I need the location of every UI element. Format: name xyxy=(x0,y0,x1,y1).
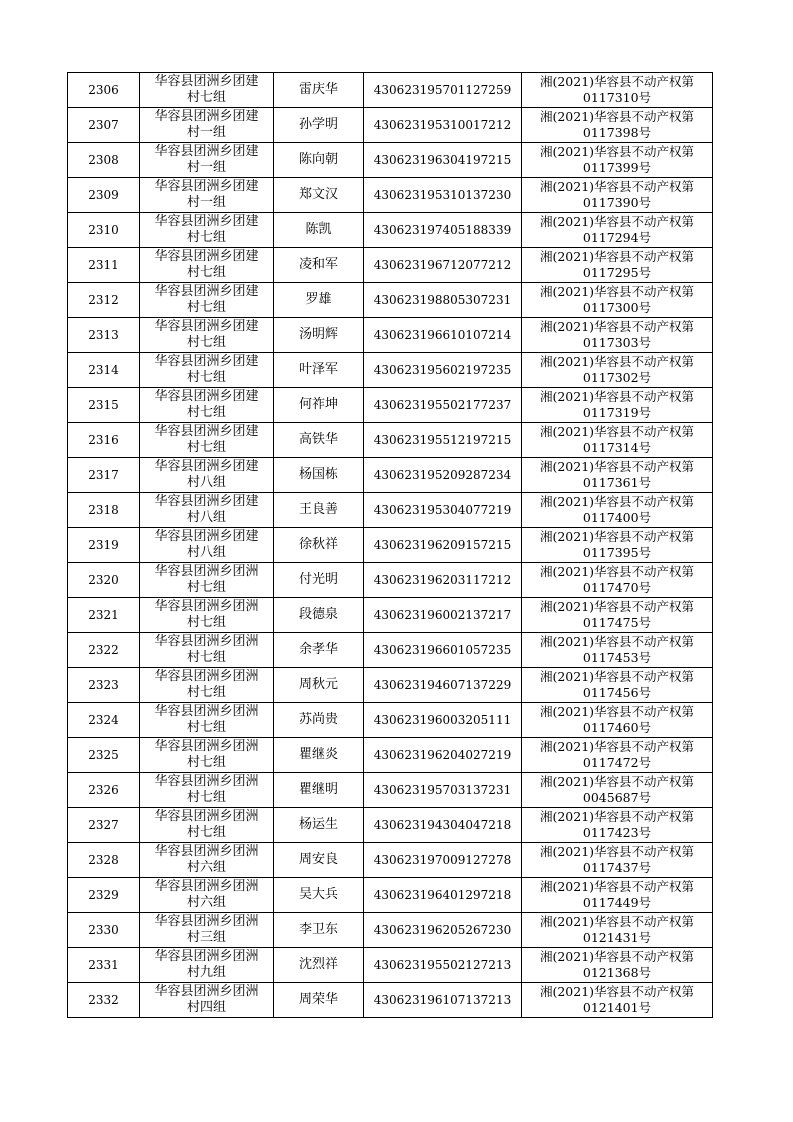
certificate-line: 湘(2021)华容县不动产权第 xyxy=(539,669,695,684)
owner-name-cell: 陈向朝 xyxy=(274,143,364,178)
certificate-cell xyxy=(522,913,713,948)
certificate-cell xyxy=(522,178,713,213)
address-line: 华容县团洲乡团建 xyxy=(154,144,259,159)
address-line: 村九组 xyxy=(186,965,226,980)
certificate-line: 0117294号 xyxy=(582,230,652,245)
owner-name-cell: 瞿继炎 xyxy=(274,738,364,773)
certificate-line: 湘(2021)华容县不动产权第 xyxy=(539,774,695,789)
address-cell xyxy=(140,913,274,948)
address-cell xyxy=(140,668,274,703)
row-number-cell: 2324 xyxy=(68,703,140,738)
certificate-line: 0117437号 xyxy=(582,860,652,875)
row-number-cell: 2315 xyxy=(68,388,140,423)
address-line: 华容县团洲乡团洲 xyxy=(154,774,259,789)
address-cell xyxy=(140,213,274,248)
owner-name-cell: 汤明辉 xyxy=(274,318,364,353)
table-row xyxy=(68,213,713,248)
certificate-cell xyxy=(522,633,713,668)
row-number-cell: 2326 xyxy=(68,773,140,808)
address-line: 村七组 xyxy=(186,90,226,105)
owner-name-cell: 何祚坤 xyxy=(274,388,364,423)
address-line: 村七组 xyxy=(186,230,226,245)
owner-name-cell: 付光明 xyxy=(274,563,364,598)
certificate-cell xyxy=(522,668,713,703)
address-line: 村七组 xyxy=(186,650,226,665)
id-number-cell: 430623196107137213 xyxy=(364,983,522,1018)
table-row xyxy=(68,493,713,528)
certificate-line: 0117303号 xyxy=(582,335,652,350)
address-cell xyxy=(140,878,274,913)
certificate-line: 0117470号 xyxy=(582,580,652,595)
owner-name-cell: 王良善 xyxy=(274,493,364,528)
table-row xyxy=(68,283,713,318)
certificate-line: 0117398号 xyxy=(582,125,652,140)
row-number-cell: 2312 xyxy=(68,283,140,318)
address-line: 华容县团洲乡团建 xyxy=(154,354,259,369)
id-number-cell: 430623195701127259 xyxy=(364,73,522,108)
address-line: 村七组 xyxy=(186,825,226,840)
row-number-cell: 2320 xyxy=(68,563,140,598)
certificate-cell xyxy=(522,423,713,458)
address-line: 华容县团洲乡团建 xyxy=(154,179,259,194)
certificate-line: 湘(2021)华容县不动产权第 xyxy=(539,739,695,754)
address-line: 村七组 xyxy=(186,300,226,315)
certificate-line: 0121401号 xyxy=(582,1000,652,1015)
owner-name-cell: 李卫东 xyxy=(274,913,364,948)
address-line: 村七组 xyxy=(186,720,226,735)
address-line: 村七组 xyxy=(186,615,226,630)
row-number-cell: 2330 xyxy=(68,913,140,948)
table-body xyxy=(68,73,713,1018)
certificate-line: 湘(2021)华容县不动产权第 xyxy=(539,704,695,719)
address-cell xyxy=(140,493,274,528)
certificate-line: 0117472号 xyxy=(582,755,652,770)
owner-name-cell: 雷庆华 xyxy=(274,73,364,108)
certificate-line: 湘(2021)华容县不动产权第 xyxy=(539,634,695,649)
address-line: 村七组 xyxy=(186,440,226,455)
certificate-line: 湘(2021)华容县不动产权第 xyxy=(539,459,695,474)
certificate-line: 0117460号 xyxy=(582,720,652,735)
address-line: 华容县团洲乡团建 xyxy=(154,494,259,509)
certificate-line: 湘(2021)华容县不动产权第 xyxy=(539,949,695,964)
address-line: 华容县团洲乡团建 xyxy=(154,424,259,439)
certificate-line: 0117449号 xyxy=(582,895,652,910)
address-line: 华容县团洲乡团洲 xyxy=(154,809,259,824)
row-number-cell: 2316 xyxy=(68,423,140,458)
certificate-cell xyxy=(522,773,713,808)
table-row xyxy=(68,528,713,563)
row-number-cell: 2310 xyxy=(68,213,140,248)
address-cell xyxy=(140,73,274,108)
certificate-line: 0117319号 xyxy=(582,405,652,420)
certificate-line: 湘(2021)华容县不动产权第 xyxy=(539,599,695,614)
certificate-line: 湘(2021)华容县不动产权第 xyxy=(539,319,695,334)
address-line: 华容县团洲乡团洲 xyxy=(154,599,259,614)
address-cell xyxy=(140,983,274,1018)
address-cell xyxy=(140,563,274,598)
certificate-line: 0045687号 xyxy=(582,790,652,805)
certificate-line: 湘(2021)华容县不动产权第 xyxy=(539,529,695,544)
certificate-line: 0117300号 xyxy=(582,300,652,315)
certificate-cell xyxy=(522,283,713,318)
address-line: 华容县团洲乡团洲 xyxy=(154,984,259,999)
id-number-cell: 430623196204027219 xyxy=(364,738,522,773)
address-line: 村一组 xyxy=(186,195,226,210)
row-number-cell: 2325 xyxy=(68,738,140,773)
address-cell xyxy=(140,248,274,283)
row-number-cell: 2321 xyxy=(68,598,140,633)
address-line: 村八组 xyxy=(186,545,226,560)
address-line: 村七组 xyxy=(186,265,226,280)
address-line: 村六组 xyxy=(186,895,226,910)
address-line: 华容县团洲乡团建 xyxy=(154,319,259,334)
address-cell xyxy=(140,808,274,843)
certificate-line: 湘(2021)华容县不动产权第 xyxy=(539,214,695,229)
certificate-cell xyxy=(522,318,713,353)
certificate-cell xyxy=(522,878,713,913)
certificate-line: 0121368号 xyxy=(582,965,652,980)
address-line: 华容县团洲乡团建 xyxy=(154,529,259,544)
certificate-line: 湘(2021)华容县不动产权第 xyxy=(539,984,695,999)
certificate-line: 湘(2021)华容县不动产权第 xyxy=(539,564,695,579)
certificate-cell xyxy=(522,948,713,983)
address-cell xyxy=(140,773,274,808)
id-number-cell: 430623196601057235 xyxy=(364,633,522,668)
address-line: 村四组 xyxy=(186,1000,226,1015)
certificate-line: 0117302号 xyxy=(582,370,652,385)
address-line: 村一组 xyxy=(186,125,226,140)
certificate-cell xyxy=(522,738,713,773)
certificate-line: 0117475号 xyxy=(582,615,652,630)
table-row xyxy=(68,983,713,1018)
address-line: 华容县团洲乡团洲 xyxy=(154,844,259,859)
table-row xyxy=(68,318,713,353)
address-line: 华容县团洲乡团洲 xyxy=(154,914,259,929)
address-line: 华容县团洲乡团洲 xyxy=(154,739,259,754)
table-row xyxy=(68,913,713,948)
address-cell xyxy=(140,738,274,773)
certificate-cell xyxy=(522,353,713,388)
address-line: 华容县团洲乡团洲 xyxy=(154,669,259,684)
owner-name-cell: 余孝华 xyxy=(274,633,364,668)
certificate-line: 湘(2021)华容县不动产权第 xyxy=(539,879,695,894)
row-number-cell: 2311 xyxy=(68,248,140,283)
certificate-line: 湘(2021)华容县不动产权第 xyxy=(539,844,695,859)
certificate-line: 湘(2021)华容县不动产权第 xyxy=(539,144,695,159)
address-cell xyxy=(140,423,274,458)
table-row xyxy=(68,598,713,633)
certificate-line: 0117400号 xyxy=(582,510,652,525)
certificate-line: 湘(2021)华容县不动产权第 xyxy=(539,74,695,89)
id-number-cell: 430623195602197235 xyxy=(364,353,522,388)
owner-name-cell: 周荣华 xyxy=(274,983,364,1018)
address-cell xyxy=(140,353,274,388)
row-number-cell: 2317 xyxy=(68,458,140,493)
certificate-cell xyxy=(522,528,713,563)
certificate-line: 湘(2021)华容县不动产权第 xyxy=(539,354,695,369)
id-number-cell: 430623196003205111 xyxy=(364,703,522,738)
certificate-line: 0117456号 xyxy=(582,685,652,700)
certificate-cell xyxy=(522,108,713,143)
id-number-cell: 430623195512197215 xyxy=(364,423,522,458)
id-number-cell: 430623195703137231 xyxy=(364,773,522,808)
table-row xyxy=(68,143,713,178)
table-row xyxy=(68,423,713,458)
owner-name-cell: 凌和军 xyxy=(274,248,364,283)
address-cell xyxy=(140,703,274,738)
address-cell xyxy=(140,598,274,633)
row-number-cell: 2313 xyxy=(68,318,140,353)
id-number-cell: 430623194304047218 xyxy=(364,808,522,843)
owner-name-cell: 孙学明 xyxy=(274,108,364,143)
address-line: 华容县团洲乡团建 xyxy=(154,389,259,404)
table-row xyxy=(68,773,713,808)
row-number-cell: 2319 xyxy=(68,528,140,563)
certificate-line: 0117310号 xyxy=(582,90,652,105)
address-line: 华容县团洲乡团建 xyxy=(154,109,259,124)
id-number-cell: 430623195310137230 xyxy=(364,178,522,213)
owner-name-cell: 杨运生 xyxy=(274,808,364,843)
owner-name-cell: 陈凯 xyxy=(274,213,364,248)
row-number-cell: 2309 xyxy=(68,178,140,213)
certificate-line: 0117395号 xyxy=(582,545,652,560)
address-line: 华容县团洲乡团建 xyxy=(154,214,259,229)
address-line: 华容县团洲乡团建 xyxy=(154,74,259,89)
table-row xyxy=(68,108,713,143)
table-row xyxy=(68,563,713,598)
row-number-cell: 2318 xyxy=(68,493,140,528)
owner-name-cell: 瞿继明 xyxy=(274,773,364,808)
table-row xyxy=(68,248,713,283)
id-number-cell: 430623197009127278 xyxy=(364,843,522,878)
certificate-line: 湘(2021)华容县不动产权第 xyxy=(539,494,695,509)
owner-name-cell: 高铁华 xyxy=(274,423,364,458)
certificate-cell xyxy=(522,458,713,493)
certificate-cell xyxy=(522,843,713,878)
row-number-cell: 2306 xyxy=(68,73,140,108)
address-line: 华容县团洲乡团洲 xyxy=(154,704,259,719)
certificate-cell xyxy=(522,248,713,283)
address-line: 村七组 xyxy=(186,685,226,700)
address-line: 华容县团洲乡团洲 xyxy=(154,634,259,649)
owner-name-cell: 周秋元 xyxy=(274,668,364,703)
certificate-line: 0117314号 xyxy=(582,440,652,455)
address-line: 华容县团洲乡团建 xyxy=(154,249,259,264)
table-row xyxy=(68,843,713,878)
address-cell xyxy=(140,178,274,213)
owner-name-cell: 吴大兵 xyxy=(274,878,364,913)
id-number-cell: 430623195502177237 xyxy=(364,388,522,423)
address-line: 村七组 xyxy=(186,405,226,420)
id-number-cell: 430623194607137229 xyxy=(364,668,522,703)
table-row xyxy=(68,808,713,843)
id-number-cell: 430623198805307231 xyxy=(364,283,522,318)
address-line: 华容县团洲乡团洲 xyxy=(154,564,259,579)
address-cell xyxy=(140,283,274,318)
certificate-cell xyxy=(522,73,713,108)
address-line: 村七组 xyxy=(186,790,226,805)
row-number-cell: 2308 xyxy=(68,143,140,178)
owner-name-cell: 徐秋祥 xyxy=(274,528,364,563)
certificate-line: 0117399号 xyxy=(582,160,652,175)
id-number-cell: 430623196209157215 xyxy=(364,528,522,563)
address-line: 村八组 xyxy=(186,475,226,490)
id-number-cell: 430623196002137217 xyxy=(364,598,522,633)
table-row xyxy=(68,73,713,108)
address-line: 华容县团洲乡团洲 xyxy=(154,879,259,894)
owner-name-cell: 罗雄 xyxy=(274,283,364,318)
id-number-cell: 430623196205267230 xyxy=(364,913,522,948)
address-line: 村七组 xyxy=(186,370,226,385)
address-line: 华容县团洲乡团洲 xyxy=(154,949,259,964)
table-row xyxy=(68,178,713,213)
address-line: 村七组 xyxy=(186,335,226,350)
row-number-cell: 2323 xyxy=(68,668,140,703)
certificate-cell xyxy=(522,143,713,178)
row-number-cell: 2322 xyxy=(68,633,140,668)
owner-name-cell: 段德泉 xyxy=(274,598,364,633)
row-number-cell: 2314 xyxy=(68,353,140,388)
id-number-cell: 430623197405188339 xyxy=(364,213,522,248)
certificate-line: 湘(2021)华容县不动产权第 xyxy=(539,109,695,124)
table-row xyxy=(68,878,713,913)
row-number-cell: 2328 xyxy=(68,843,140,878)
table-row xyxy=(68,633,713,668)
address-cell xyxy=(140,528,274,563)
certificate-line: 湘(2021)华容县不动产权第 xyxy=(539,179,695,194)
address-cell xyxy=(140,143,274,178)
certificate-cell xyxy=(522,493,713,528)
address-cell xyxy=(140,843,274,878)
address-line: 村八组 xyxy=(186,510,226,525)
certificate-line: 0117453号 xyxy=(582,650,652,665)
certificate-line: 0117295号 xyxy=(582,265,652,280)
table-row xyxy=(68,458,713,493)
table-row xyxy=(68,738,713,773)
id-number-cell: 430623195502127213 xyxy=(364,948,522,983)
address-line: 村一组 xyxy=(186,160,226,175)
address-cell xyxy=(140,948,274,983)
address-line: 华容县团洲乡团建 xyxy=(154,459,259,474)
certificate-line: 湘(2021)华容县不动产权第 xyxy=(539,914,695,929)
certificate-cell xyxy=(522,983,713,1018)
id-number-cell: 430623196203117212 xyxy=(364,563,522,598)
certificate-line: 湘(2021)华容县不动产权第 xyxy=(539,809,695,824)
address-cell xyxy=(140,388,274,423)
address-line: 村七组 xyxy=(186,580,226,595)
owner-name-cell: 苏尚贵 xyxy=(274,703,364,738)
certificate-line: 湘(2021)华容县不动产权第 xyxy=(539,389,695,404)
row-number-cell: 2307 xyxy=(68,108,140,143)
owner-name-cell: 杨国栋 xyxy=(274,458,364,493)
address-cell xyxy=(140,633,274,668)
address-line: 华容县团洲乡团建 xyxy=(154,284,259,299)
row-number-cell: 2329 xyxy=(68,878,140,913)
row-number-cell: 2331 xyxy=(68,948,140,983)
row-number-cell: 2332 xyxy=(68,983,140,1018)
certificate-cell xyxy=(522,598,713,633)
id-number-cell: 430623196304197215 xyxy=(364,143,522,178)
certificate-cell xyxy=(522,563,713,598)
id-number-cell: 430623196610107214 xyxy=(364,318,522,353)
certificate-cell xyxy=(522,388,713,423)
address-line: 村七组 xyxy=(186,755,226,770)
owner-name-cell: 周安良 xyxy=(274,843,364,878)
address-cell xyxy=(140,458,274,493)
certificate-line: 湘(2021)华容县不动产权第 xyxy=(539,424,695,439)
address-cell xyxy=(140,318,274,353)
owner-name-cell: 郑文汉 xyxy=(274,178,364,213)
table-row xyxy=(68,388,713,423)
table-row xyxy=(68,353,713,388)
address-cell xyxy=(140,108,274,143)
certificate-line: 0117361号 xyxy=(582,475,652,490)
table-row xyxy=(68,668,713,703)
row-number-cell: 2327 xyxy=(68,808,140,843)
table-row xyxy=(68,703,713,738)
certificate-line: 0117423号 xyxy=(582,825,652,840)
id-number-cell: 430623195304077219 xyxy=(364,493,522,528)
table-row xyxy=(68,948,713,983)
id-number-cell: 430623196401297218 xyxy=(364,878,522,913)
certificate-line: 湘(2021)华容县不动产权第 xyxy=(539,284,695,299)
certificate-cell xyxy=(522,703,713,738)
id-number-cell: 430623196712077212 xyxy=(364,248,522,283)
certificate-cell xyxy=(522,808,713,843)
owner-name-cell: 叶泽军 xyxy=(274,353,364,388)
address-line: 村六组 xyxy=(186,860,226,875)
certificate-line: 湘(2021)华容县不动产权第 xyxy=(539,249,695,264)
id-number-cell: 430623195310017212 xyxy=(364,108,522,143)
owner-name-cell: 沈烈祥 xyxy=(274,948,364,983)
id-number-cell: 430623195209287234 xyxy=(364,458,522,493)
certificate-line: 0117390号 xyxy=(582,195,652,210)
certificate-cell xyxy=(522,213,713,248)
property-rights-table xyxy=(67,72,713,1018)
address-line: 村三组 xyxy=(186,930,226,945)
certificate-line: 0121431号 xyxy=(582,930,652,945)
